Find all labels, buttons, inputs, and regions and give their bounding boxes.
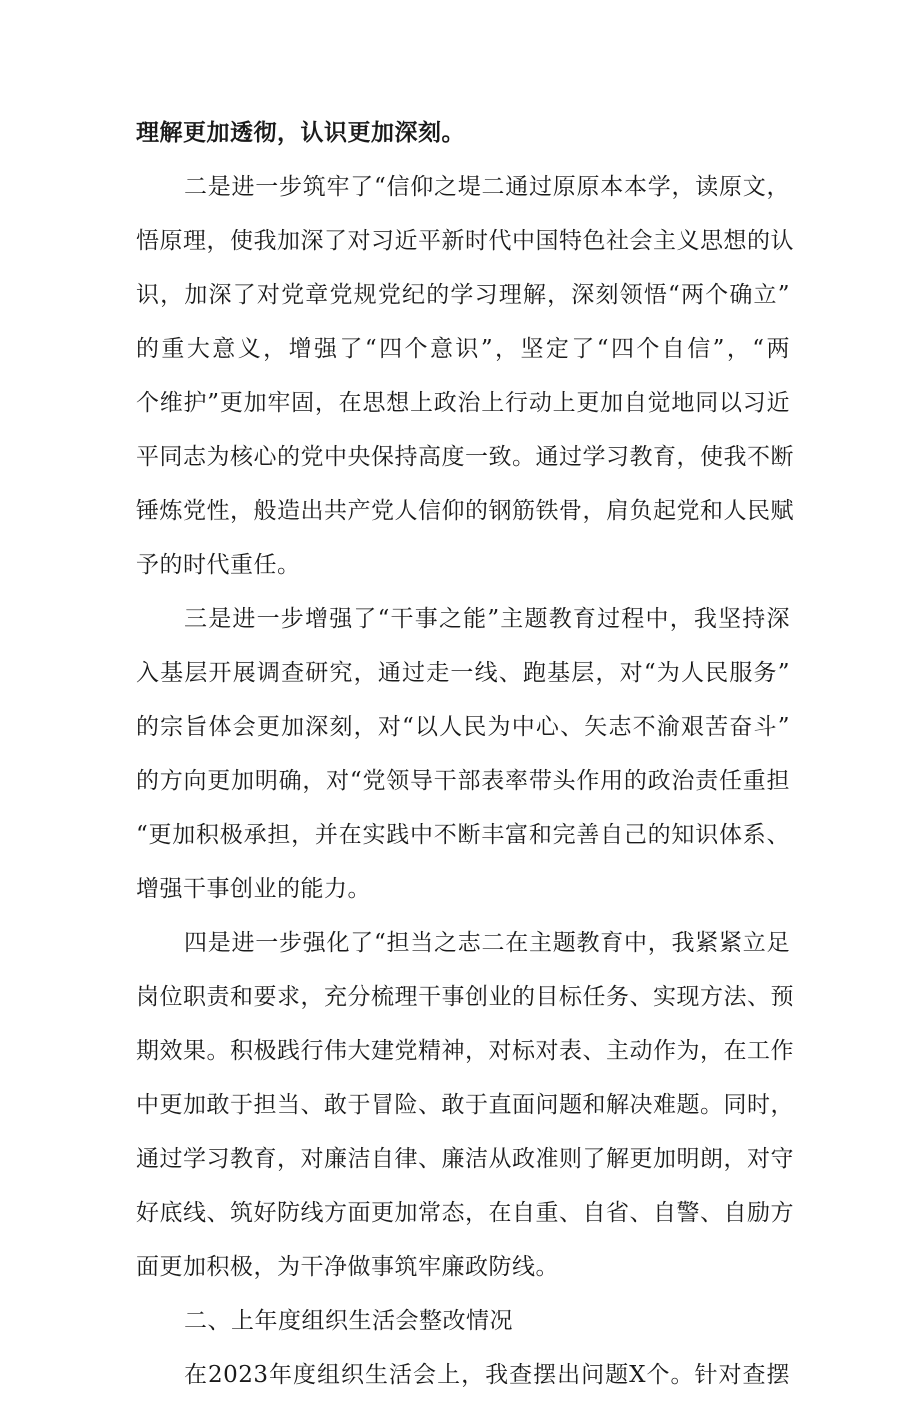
paragraph-4-line-5: 通过学习教育，对廉洁自律、廉洁从政准则了解更加明朗，对守 (136, 1146, 794, 1172)
paragraph-4-line-6: 好底线、筑好防线方面更加常态，在自重、自省、自警、自励方 (136, 1200, 794, 1226)
document-page (136, 106, 794, 1402)
paragraph-4-line-7: 面更加积极，为干净做事筑牢廉政防线。 (136, 1254, 559, 1280)
paragraph-3-line-1: 三是进一步增强了“干事之能”主题教育过程中，我坚持深 (184, 606, 790, 632)
paragraph-2-line-7: 锤炼党性，般造出共产党人信仰的钢筋铁骨，肩负起党和人民赋 (136, 498, 794, 524)
paragraph-4-line-1: 四是进一步强化了“担当之志二在主题教育中，我紧紧立足 (184, 930, 790, 956)
paragraph-2-line-4: 的重大意义，增强了“四个意识”，坚定了“四个自信”，“两 (136, 336, 790, 362)
paragraph-3-line-4: 的方向更加明确，对“党领导干部表率带头作用的政治责任重担 (136, 768, 790, 794)
paragraph-4-line-4: 中更加敢于担当、敢于冒险、敢于直面问题和解决难题。同时， (136, 1092, 794, 1118)
paragraph-3-line-2: 入基层开展调查研究，通过走一线、跑基层，对“为人民服务” (136, 660, 790, 686)
paragraph-2-line-1: 二是进一步筑牢了“信仰之堤二通过原原本本学，读原文， (184, 174, 790, 200)
paragraph-2-line-8: 予的时代重任。 (136, 552, 301, 578)
paragraph-3-line-5: “更加积极承担，并在实践中不断丰富和完善自己的知识体系、 (136, 822, 790, 848)
section-heading: 二、上年度组织生活会整改情况 (184, 1308, 513, 1334)
paragraph-2-line-6: 平同志为核心的党中央保持高度一致。通过学习教育，使我不断 (136, 444, 794, 470)
paragraph-2-line-3: 识，加深了对党章党规党纪的学习理解，深刻领悟“两个确立” (136, 282, 790, 308)
paragraph-3-line-6: 增强干事创业的能力。 (136, 876, 371, 902)
paragraph-2-line-2: 悟原理，使我加深了对习近平新时代中国特色社会主义思想的认 (136, 228, 794, 254)
paragraph-5-line-1: 在2023年度组织生活会上，我查摆出问题X个。针对查摆 (184, 1362, 790, 1388)
paragraph-2-line-5: 个维护”更加牢固，在思想上政治上行动上更加自觉地同以习近 (136, 390, 790, 416)
paragraph-3-line-3: 的宗旨体会更加深刻，对“以人民为中心、矢志不渝艰苦奋斗” (136, 714, 790, 740)
paragraph-4-line-3: 期效果。积极践行伟大建党精神，对标对表、主动作为，在工作 (136, 1038, 794, 1064)
paragraph-4-line-2: 岗位职责和要求，充分梳理干事创业的目标任务、实现方法、预 (136, 984, 794, 1010)
paragraph-1-line-1: 理解更加透彻，认识更加深刻。 (136, 120, 465, 146)
